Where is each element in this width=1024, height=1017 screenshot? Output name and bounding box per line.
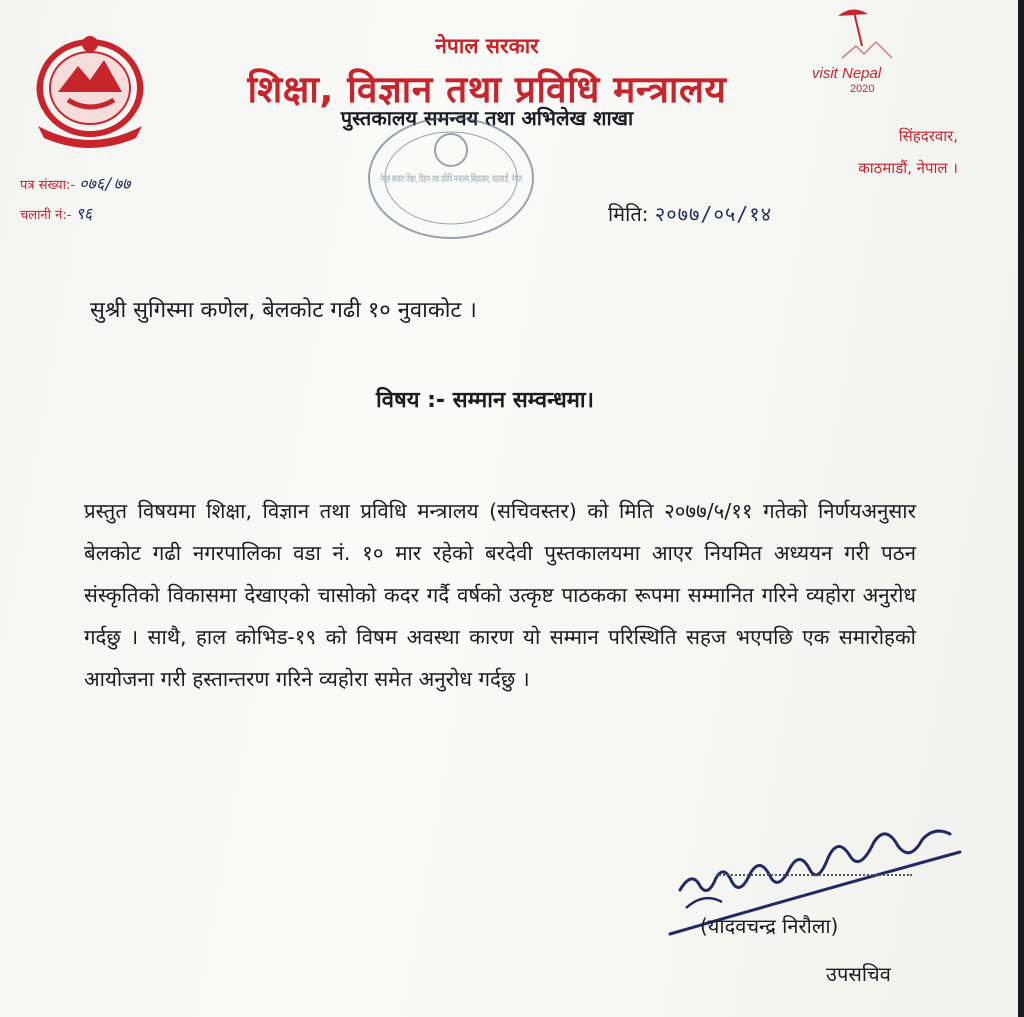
letter-date	[608, 200, 772, 227]
government-heading: नेपाल सरकार	[435, 34, 539, 58]
letter-number-label: पत्र संख्या:-	[20, 178, 76, 193]
letter-number-value: ०७६/७७	[79, 174, 131, 193]
subject-line: विषय :- सम्मान सम्वन्धमा।	[376, 388, 594, 413]
letter-number	[20, 172, 130, 194]
dispatch-number	[20, 202, 92, 224]
date-label: मिति:	[608, 202, 649, 226]
section-heading: पुस्तकालय समन्वय तथा अभिलेख शाखा	[340, 106, 634, 130]
page-edge	[1018, 0, 1024, 1017]
signatory-name: (यादवचन्द्र निरौला)	[700, 914, 839, 938]
signatory-title: उपसचिव	[826, 962, 891, 986]
date-value: २०७७/०५/१४	[654, 202, 773, 226]
visit-nepal-logo	[806, 2, 946, 98]
signature-line	[716, 874, 912, 876]
letter-body: प्रस्तुत विषयमा शिक्षा, विज्ञान तथा प्रविधि मन्त्रालय (सचिवस्तर) को मिति २०७७/५/११ गतेको निर्णयअनुसार बेलकोट गढी नगरपालिका वडा नं. १० मार रहेको बरदेवी पुस्तकालयमा आएर नियमित अध्ययन गरी पठन संस्कृतिको विकासमा देखाएको चासोको कदर गर्दै वर्षको उत्कृष्ट पाठकका रूपमा सम्मानित गरिने व्यहोरा अनुरोध गर्दछु । साथै, हाल कोभिड-१९ को विषम अवस्था कारण यो सम्मान परिस्थिति सहज भएपछि एक समारोहको आयोजना गरी हस्तान्तरण गरिने व्यहोरा समेत अनुरोध गर्दछु ।	[84, 499, 916, 691]
visit-logo-text: visit Nepal	[812, 65, 882, 82]
ministry-heading: शिक्षा, विज्ञान तथा प्रविधि मन्त्रालय	[247, 68, 727, 111]
visit-logo-year: 2020	[850, 83, 875, 95]
address-line-2: काठमाडौं, नेपाल ।	[858, 159, 958, 177]
dispatch-number-value: ९६	[75, 204, 93, 223]
stamp-text: नेपाल सरकार शिक्षा, विज्ञान तथा प्रविधि मन्त्रालय सिंहदरबार, काठमाडौं, नेपाल	[380, 174, 663, 185]
recipient-line: सुश्री सुगिस्मा कणेल, बेलकोट गढी १० नुवाकोट ।	[90, 298, 477, 323]
dispatch-number-label: चलानी नं:-	[20, 208, 72, 223]
address-line-1: सिंहदरवार,	[898, 127, 958, 145]
